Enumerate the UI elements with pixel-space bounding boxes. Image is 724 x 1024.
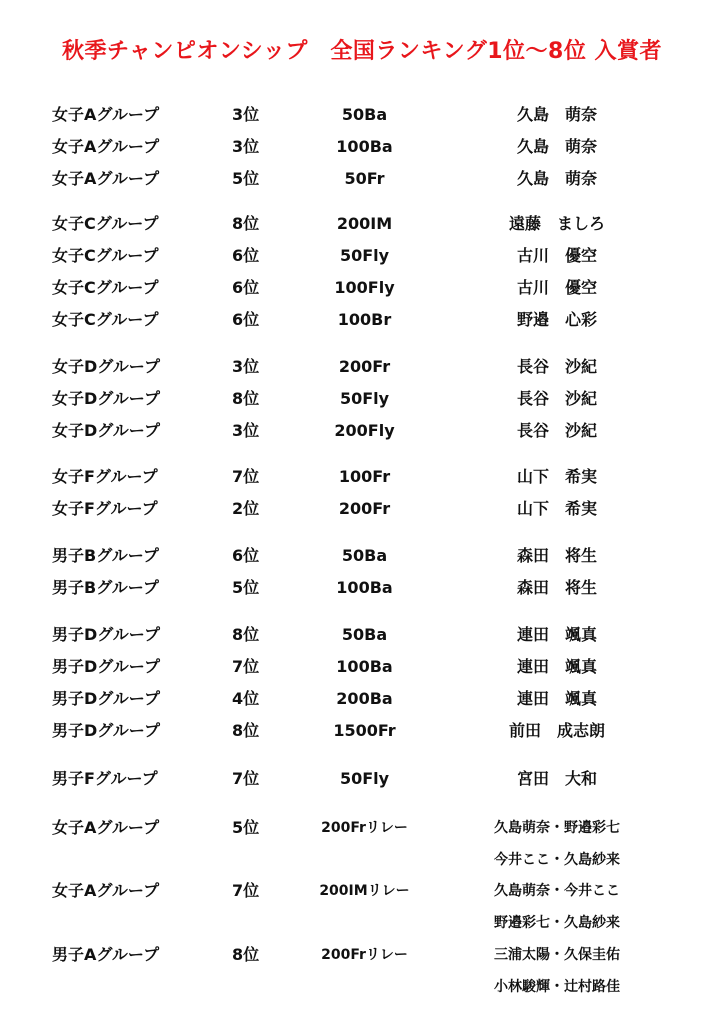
- table-row: [0, 273, 724, 303]
- swimmer-cell: 長谷 沙紀: [516, 421, 597, 440]
- swimmer-cell: 今井ここ・久島紗来: [494, 852, 620, 868]
- table-row: [0, 164, 724, 194]
- swimmer-cell: 長谷 沙紀: [516, 357, 597, 376]
- table-row: [0, 305, 724, 335]
- table-row: [0, 462, 724, 492]
- table-row: [0, 541, 724, 571]
- table-row: [0, 352, 724, 382]
- swimmer-cell: 長谷 沙紀: [516, 389, 597, 408]
- table-row: [0, 876, 724, 906]
- group-cell: 男子Dグループ: [52, 625, 161, 644]
- group-cell: 女子Cグループ: [52, 278, 159, 297]
- table-row: [0, 845, 724, 875]
- event-cell: 50Fly: [339, 246, 390, 265]
- swimmer-cell: 連田 颯真: [516, 625, 597, 644]
- swimmer-cell: 遠藤 ましろ: [508, 214, 605, 233]
- rank-cell: 3位: [232, 105, 260, 124]
- group-cell: 女子Dグループ: [52, 357, 161, 376]
- event-cell: 200IM: [336, 214, 393, 233]
- rank-cell: 8位: [232, 389, 260, 408]
- event-cell: 50Ba: [341, 546, 388, 565]
- group-cell: 男子Dグループ: [52, 721, 161, 740]
- group-cell: 女子Aグループ: [52, 169, 160, 188]
- table-row: [0, 132, 724, 162]
- event-cell: 200Ba: [336, 689, 393, 708]
- event-cell: 1500Fr: [333, 721, 396, 740]
- event-cell: 200Frリレー: [321, 820, 408, 836]
- rank-cell: 3位: [232, 137, 260, 156]
- swimmer-cell: 久島 萌奈: [516, 105, 597, 124]
- swimmer-cell: 久島萌奈・今井ここ: [494, 883, 620, 899]
- group-cell: 女子Fグループ: [52, 467, 158, 486]
- swimmer-cell: 古川 優空: [516, 278, 597, 297]
- rank-cell: 6位: [232, 546, 260, 565]
- group-cell: 男子Aグループ: [52, 945, 160, 964]
- event-cell: 50Ba: [341, 105, 388, 124]
- swimmer-cell: 久島 萌奈: [516, 137, 597, 156]
- table-row: [0, 573, 724, 603]
- event-cell: 100Ba: [336, 137, 393, 156]
- table-row: [0, 940, 724, 970]
- swimmer-cell: 宮田 大和: [516, 769, 597, 788]
- table-row: [0, 716, 724, 746]
- page-title: 秋季チャンピオンシップ 全国ランキング1位～8位 入賞者: [62, 39, 662, 64]
- event-cell: 100Fly: [334, 278, 395, 297]
- group-cell: 男子Bグループ: [52, 546, 159, 565]
- event-cell: 50Ba: [341, 625, 388, 644]
- table-row: [0, 209, 724, 239]
- table-row: [0, 764, 724, 794]
- rank-cell: 2位: [232, 499, 260, 518]
- event-cell: 200Fr: [338, 499, 391, 518]
- rank-cell: 5位: [232, 818, 260, 837]
- swimmer-cell: 三浦太陽・久保圭佑: [494, 947, 620, 963]
- rank-cell: 4位: [232, 689, 260, 708]
- swimmer-cell: 野邉 心彩: [516, 310, 597, 329]
- rank-cell: 6位: [232, 278, 260, 297]
- swimmer-cell: 山下 希実: [516, 467, 597, 486]
- event-cell: 50Fly: [339, 389, 390, 408]
- table-row: [0, 972, 724, 1002]
- table-row: [0, 494, 724, 524]
- rank-cell: 8位: [232, 214, 260, 233]
- rank-cell: 7位: [232, 769, 260, 788]
- group-cell: 女子Fグループ: [52, 499, 158, 518]
- swimmer-cell: 久島萌奈・野邉彩七: [494, 820, 620, 836]
- event-cell: 200Fly: [334, 421, 395, 440]
- event-cell: 50Fr: [344, 169, 385, 188]
- group-cell: 男子Dグループ: [52, 657, 161, 676]
- swimmer-cell: 連田 颯真: [516, 689, 597, 708]
- table-row: [0, 416, 724, 446]
- event-cell: 50Fly: [339, 769, 390, 788]
- swimmer-cell: 久島 萌奈: [516, 169, 597, 188]
- rank-cell: 3位: [232, 357, 260, 376]
- rank-cell: 3位: [232, 421, 260, 440]
- table-row: [0, 241, 724, 271]
- group-cell: 女子Dグループ: [52, 389, 161, 408]
- swimmer-cell: 森田 将生: [516, 546, 597, 565]
- table-row: [0, 652, 724, 682]
- event-cell: 200IMリレー: [319, 883, 410, 899]
- event-cell: 100Ba: [336, 657, 393, 676]
- swimmer-cell: 森田 将生: [516, 578, 597, 597]
- event-cell: 100Fr: [338, 467, 391, 486]
- table-row: [0, 620, 724, 650]
- group-cell: 女子Aグループ: [52, 105, 160, 124]
- event-cell: 200Fr: [338, 357, 391, 376]
- rank-cell: 8位: [232, 721, 260, 740]
- swimmer-cell: 古川 優空: [516, 246, 597, 265]
- rank-cell: 7位: [232, 467, 260, 486]
- table-row: [0, 908, 724, 938]
- event-cell: 100Ba: [336, 578, 393, 597]
- group-cell: 女子Aグループ: [52, 881, 160, 900]
- table-row: [0, 813, 724, 843]
- rank-cell: 8位: [232, 625, 260, 644]
- group-cell: 女子Aグループ: [52, 137, 160, 156]
- rank-cell: 6位: [232, 310, 260, 329]
- group-cell: 女子Cグループ: [52, 214, 159, 233]
- rank-cell: 8位: [232, 945, 260, 964]
- rank-cell: 7位: [232, 881, 260, 900]
- group-cell: 女子Dグループ: [52, 421, 161, 440]
- swimmer-cell: 野邉彩七・久島紗来: [494, 915, 620, 931]
- table-row: [0, 100, 724, 130]
- table-row: [0, 384, 724, 414]
- swimmer-cell: 山下 希実: [516, 499, 597, 518]
- group-cell: 男子Dグループ: [52, 689, 161, 708]
- rank-cell: 7位: [232, 657, 260, 676]
- swimmer-cell: 小林駿輝・辻村路佳: [494, 979, 620, 995]
- table-row: [0, 684, 724, 714]
- swimmer-cell: 前田 成志朗: [508, 721, 605, 740]
- rank-cell: 5位: [232, 578, 260, 597]
- event-cell: 100Br: [337, 310, 392, 329]
- swimmer-cell: 連田 颯真: [516, 657, 597, 676]
- group-cell: 女子Cグループ: [52, 310, 159, 329]
- rank-cell: 5位: [232, 169, 260, 188]
- group-cell: 女子Aグループ: [52, 818, 160, 837]
- event-cell: 200Frリレー: [321, 947, 408, 963]
- group-cell: 男子Fグループ: [52, 769, 158, 788]
- rank-cell: 6位: [232, 246, 260, 265]
- group-cell: 女子Cグループ: [52, 246, 159, 265]
- group-cell: 男子Bグループ: [52, 578, 159, 597]
